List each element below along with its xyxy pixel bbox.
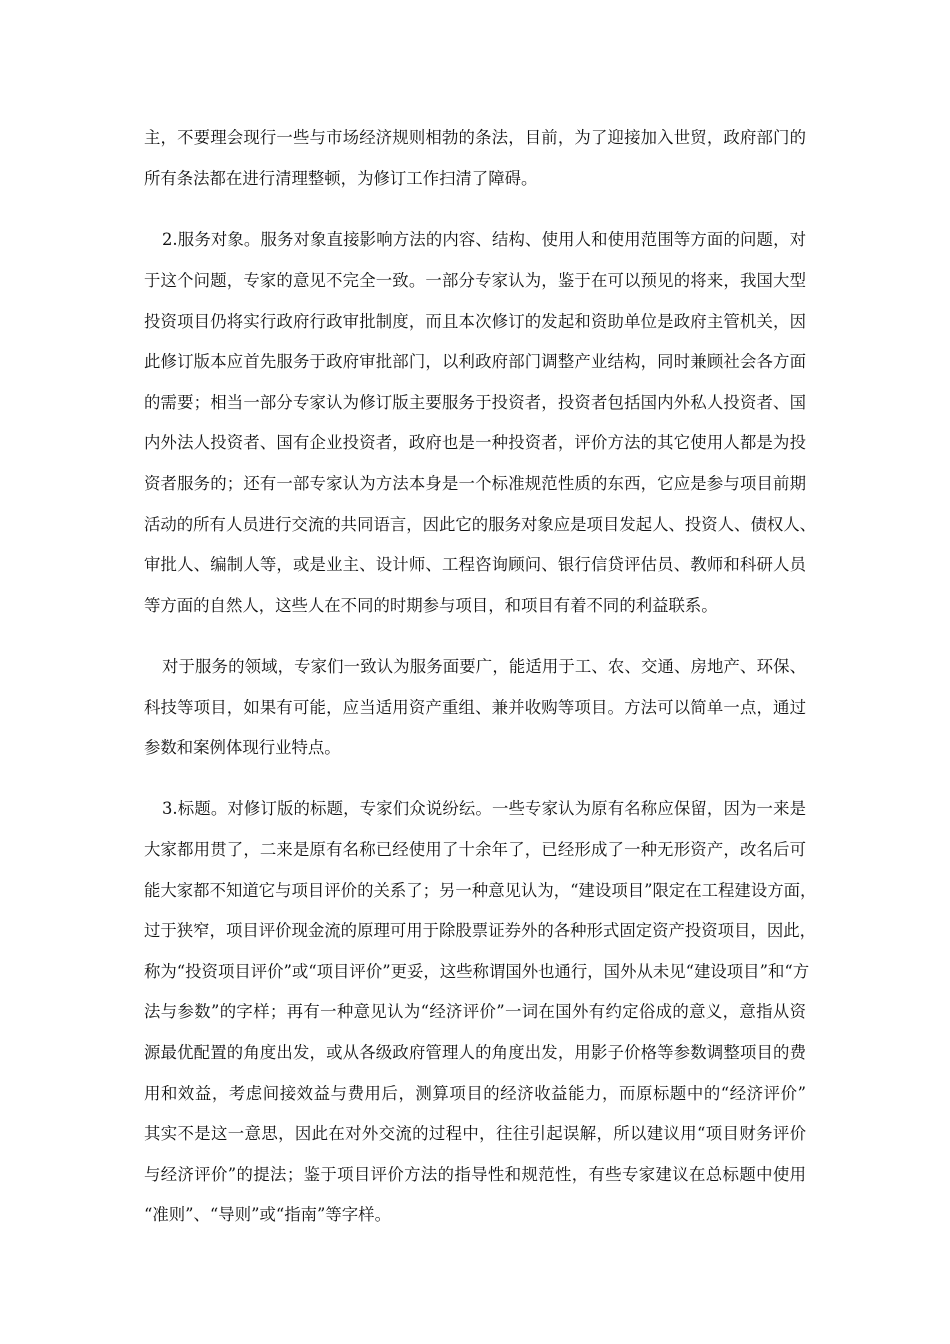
p3-line-1: 对于服务的领域，专家们一致认为服务面要广，能适用于工、农、交通、房地产、环保、: [162, 657, 806, 676]
p2-line-6: 内外法人投资者、国有企业投资者，政府也是一种投资者，评价方法的其它使用人都是为投: [144, 433, 806, 452]
p4-line-11: “准则”、“导则”或“指南”等字样。: [144, 1205, 391, 1224]
p4-line-3: 能大家都不知道它与项目评价的关系了；另一种意见认为，“建设项目”限定在工程建设方面，: [144, 881, 817, 900]
p2-line-2: 于这个问题，专家的意见不完全一致。一部分专家认为，鉴于在可以预见的将来，我国大型: [144, 271, 806, 290]
p2-line-3: 投资项目仍将实行政府行政审批制度，而且本次修订的发起和资助单位是政府主管机关，因: [144, 312, 806, 331]
p2-line-8: 活动的所有人员进行交流的共同语言，因此它的服务对象应是项目发起人、投资人、债权人、: [144, 515, 817, 534]
p4-line-2: 大家都用贯了，二来是原有名称已经使用了十余年了，已经形成了一种无形资产，改名后可: [144, 840, 806, 859]
p3-line-3: 参数和案例体现行业特点。: [144, 738, 341, 757]
p2-line-9: 审批人、编制人等，或是业主、设计师、工程咨询顾问、银行信贷评估员、教师和科研人员: [144, 555, 806, 574]
p4-line-5: 称为“投资项目评价”或“项目评价”更妥，这些称谓国外也通行，国外从未见“建设项目”和“方: [144, 962, 810, 981]
p4-line-10: 与经济评价”的提法；鉴于项目评价方法的指导性和规范性，有些专家建议在总标题中使用: [144, 1165, 806, 1184]
p2-line-10: 等方面的自然人，这些人在不同的时期参与项目，和项目有着不同的利益联系。: [144, 596, 718, 615]
p2-line-1: 2.服务对象。服务对象直接影响方法的内容、结构、使用人和使用范围等方面的问题，对: [162, 230, 806, 249]
p2-line-4: 此修订版本应首先服务于政府审批部门，以利政府部门调整产业结构，同时兼顾社会各方面: [144, 352, 806, 371]
p2-line-5: 的需要；相当一部分专家认为修订版主要服务于投资者，投资者包括国内外私人投资者、国: [144, 393, 806, 412]
p4-line-7: 源最优配置的角度出发，或从各级政府管理人的角度出发，用影子价格等参数调整项目的费: [144, 1043, 806, 1062]
p4-line-4: 过于狭窄，项目评价现金流的原理可用于除股票证券外的各种形式固定资产投资项目，因此，: [144, 921, 817, 940]
p1-line-1: 主，不要理会现行一些与市场经济规则相勃的条法，目前，为了迎接加入世贸，政府部门的: [144, 128, 806, 147]
p1-line-2: 所有条法都在进行清理整顿，为修订工作扫清了障碍。: [144, 169, 538, 188]
p3-line-2: 科技等项目，如果有可能，应当适用资产重组、兼并收购等项目。方法可以简单一点，通过: [144, 698, 806, 717]
p4-line-9: 其实不是这一意思，因此在对外交流的过程中，往往引起误解，所以建议用“项目财务评价: [144, 1124, 806, 1143]
p4-line-1: 3.标题。对修订版的标题，专家们众说纷纭。一些专家认为原有名称应保留，因为一来是: [162, 799, 806, 818]
p2-line-7: 资者服务的；还有一部专家认为方法本身是一个标准规范性质的东西，它应是参与项目前期: [144, 474, 806, 493]
p4-line-8: 用和效益，考虑间接效益与费用后，测算项目的经济收益能力，而原标题中的“经济评价”: [144, 1084, 806, 1103]
p4-line-6: 法与参数”的字样；再有一种意见认为“经济评价”一词在国外有约定俗成的意义，意指从资: [144, 1002, 806, 1021]
